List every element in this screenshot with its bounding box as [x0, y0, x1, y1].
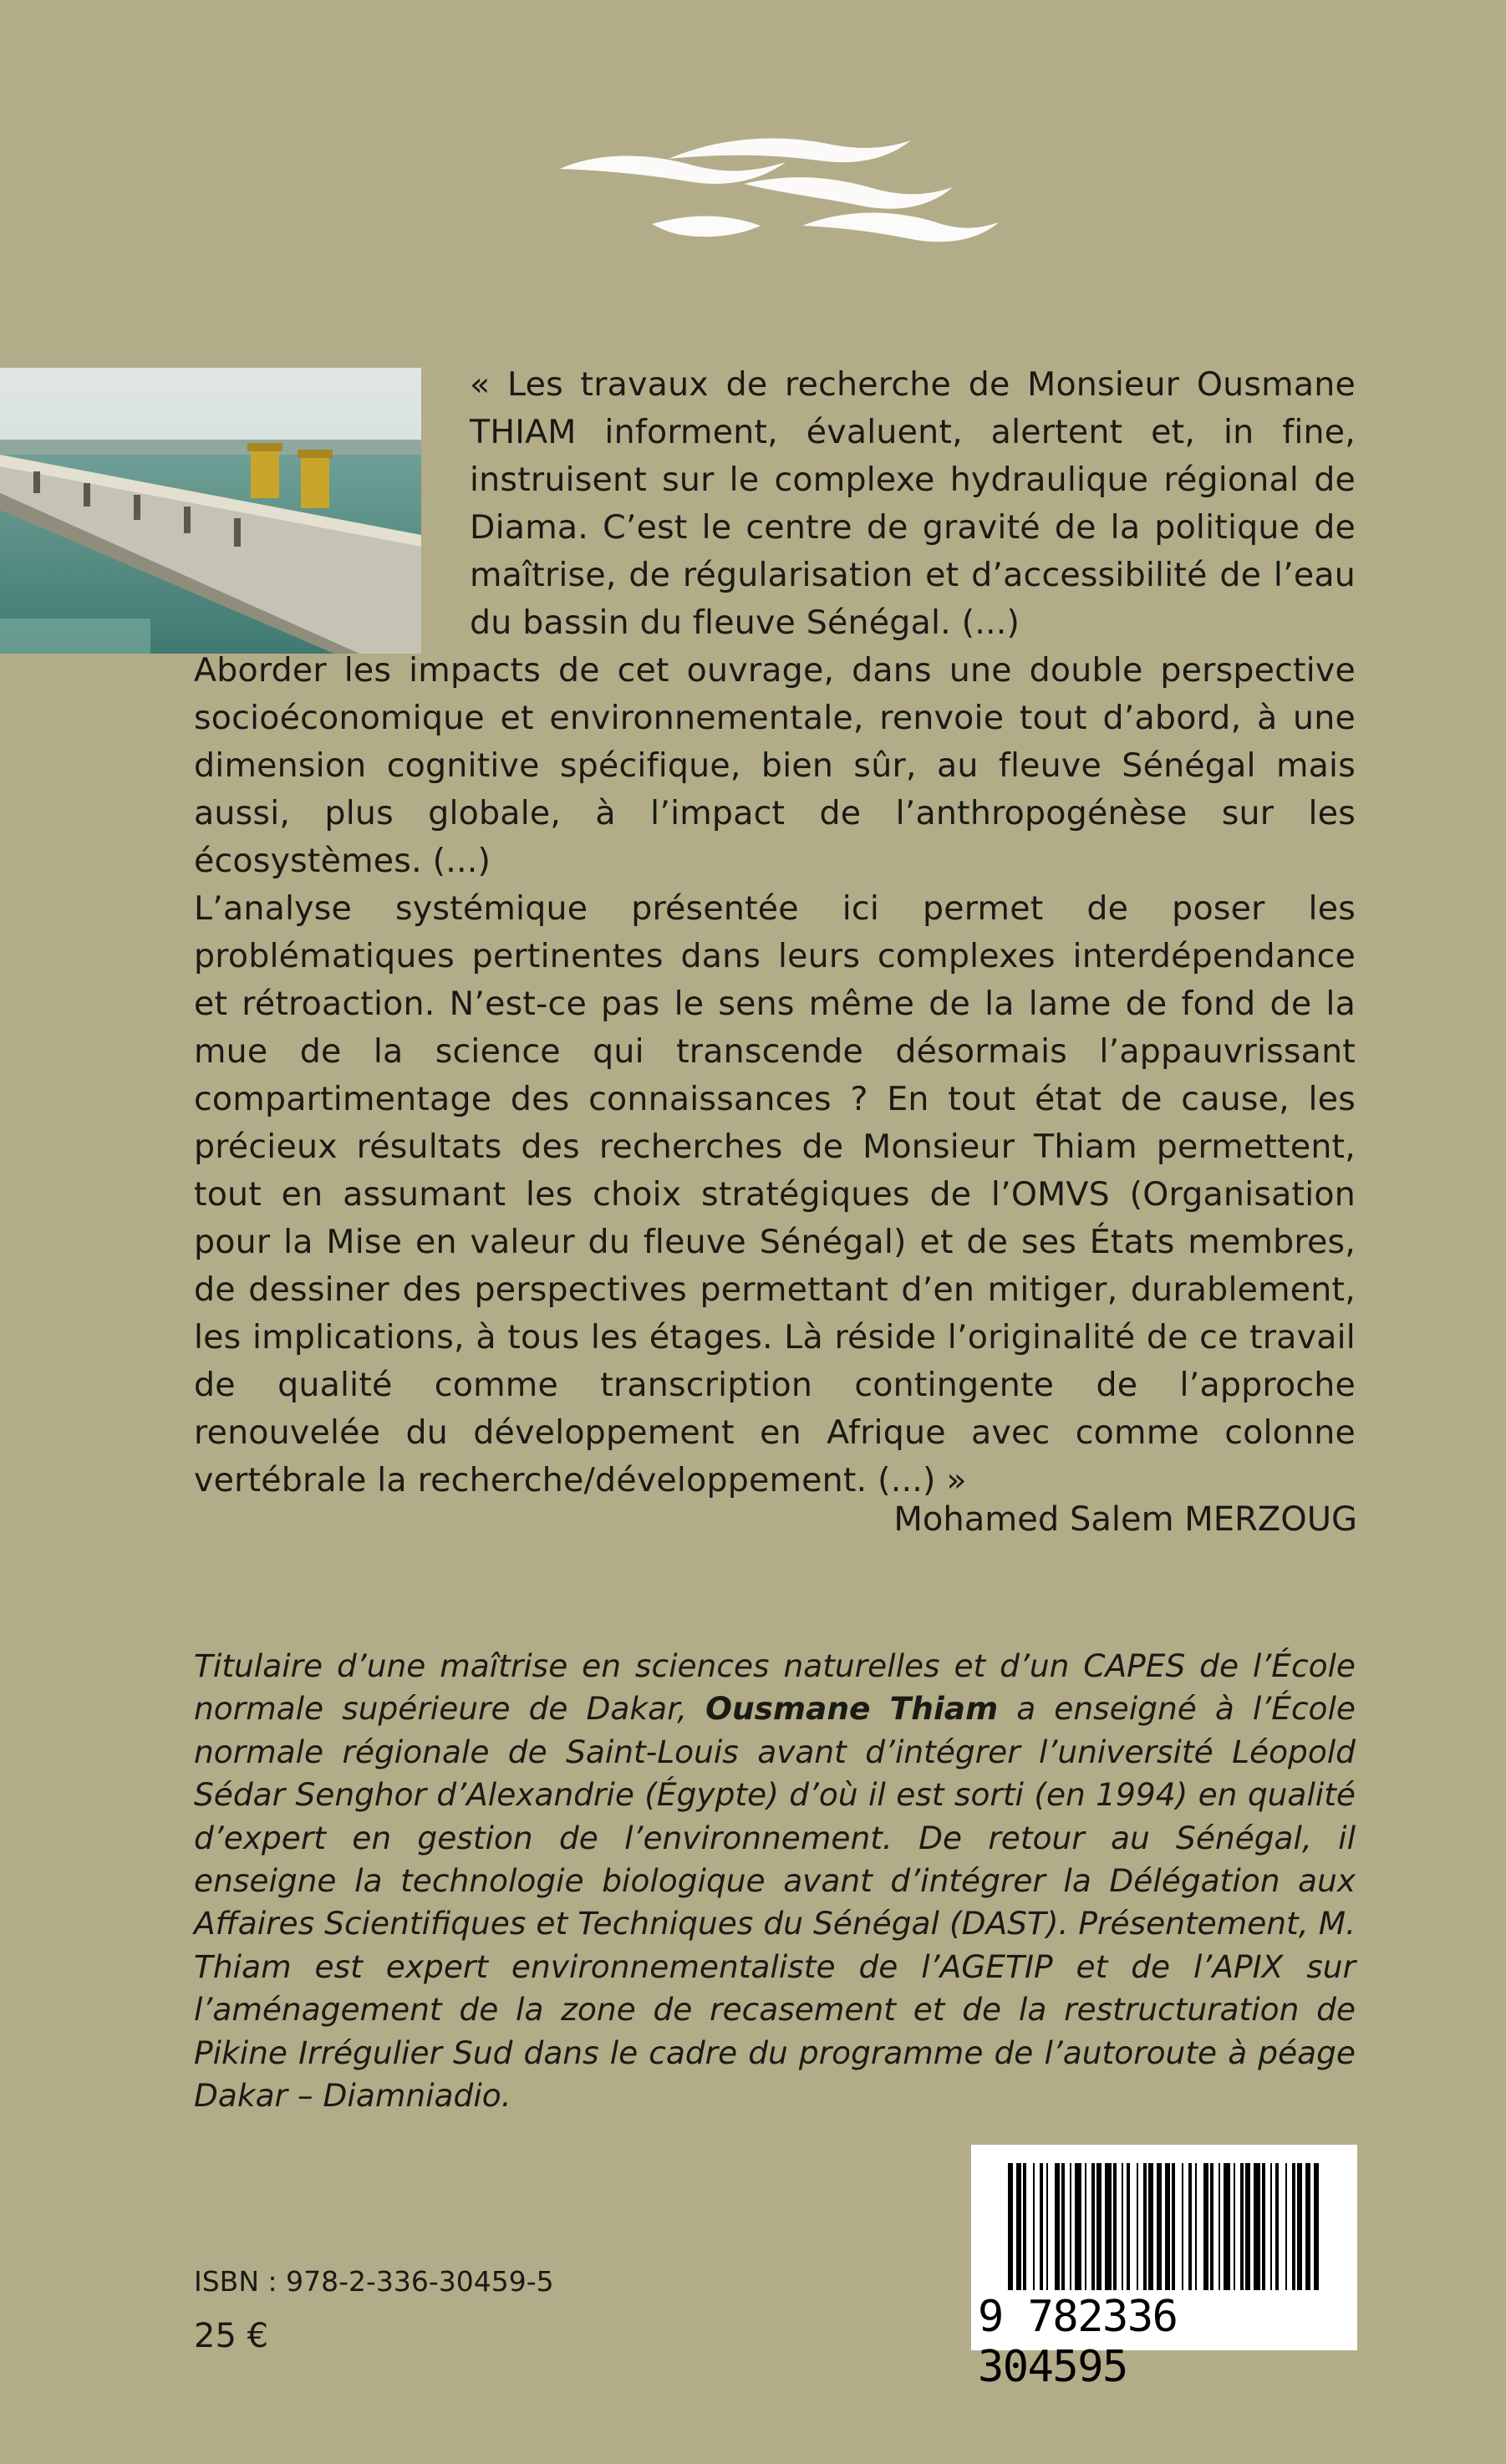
bio-text-before: Titulaire d’une maîtrise en sciences naturelles et d’un CAPES de l’École normale supérieure de Dakar, [194, 1647, 1356, 1728]
author-bio [194, 1645, 1356, 2117]
barcode-bar [1008, 2163, 1013, 2290]
barcode-bar [1182, 2163, 1183, 2290]
barcode-bar [1224, 2163, 1230, 2290]
barcode-bars-icon [1008, 2163, 1322, 2290]
price: 25 € [194, 2317, 269, 2355]
barcode-bar [1285, 2163, 1287, 2290]
barcode-bar [1046, 2163, 1048, 2290]
barcode-bar [1234, 2163, 1235, 2290]
barcode-bar [1143, 2163, 1147, 2290]
barcode-bar [1127, 2163, 1130, 2290]
bio-text-after: a enseigné à l’École normale régionale de Saint-Louis avant d’intégrer l’université Léopold Sédar Senghor d’Alexandrie (Égypte) d’où il est sorti (en 1994) en qualité d’expert en gestion de l’environnement. De retour au Sénégal, il enseigne la technologie biologique avant d’intégrer la Délégation aux Affaires Scientifiques et Techniques du Sénégal (DAST). Présentement, M. Thiam est expert environnementaliste de l’AGETIP et de l’APIX sur l’aménagement de la zone de recasement et de la restructuration de Pikine Irrégulier Sud dans le cadre du programme de l’autoroute à péage Dakar – Diamniadio. [194, 1690, 1356, 2115]
quote-paragraph-3: L’analyse systémique présentée ici permet de poser les problématiques pertinentes dans leurs complexes interdépendance et rétroaction. N’est-ce pas le sens même de la lame de fond de la mue de la science qui transcende désormais l’appauvrissant compartimentage des connaissances ? En tout état de cause, les précieux résultats des recherches de Monsieur Thiam permettent, tout en assumant les choix stratégiques de l’OMVS (Organisation pour la Mise en valeur du fleuve Sénégal) et de ses États membres, de dessiner des perspectives permettant d’en mitiger, durablement, les implications, à tous les étages. Là réside l’originalité de ce travail de qualité comme transcription contingente de l’approche renouvelée du développement en Afrique avec comme colonne vertébrale la recherche/développement. (...) » [194, 889, 1356, 1499]
birds-logo-icon [552, 125, 1003, 276]
quote-author: Mohamed Salem MERZOUG [893, 1500, 1357, 1539]
barcode-bar [1172, 2163, 1175, 2290]
barcode-bar [1262, 2163, 1265, 2290]
barcode-bar [1040, 2163, 1043, 2290]
isbn: ISBN : 978-2-336-30459-5 [194, 2265, 554, 2298]
quote-paragraph-2: Aborder les impacts de cet ouvrage, dans une double perspective socioéconomique et environnementale, renvoie tout d’abord, à une dimension cognitive spécifique, bien sûr, au fleuve Sénégal mais aussi, plus globale, à l’impact de l’anthropogénèse sur les écosystèmes. (...) [194, 651, 1356, 880]
barcode-bar [1270, 2163, 1272, 2290]
barcode-bar [1096, 2163, 1102, 2290]
barcode-bar [1292, 2163, 1295, 2290]
barcode-bar [1016, 2163, 1021, 2290]
barcode-bar [1314, 2163, 1319, 2290]
barcode-bar [1075, 2163, 1081, 2290]
barcode-bar [1148, 2163, 1153, 2290]
barcode-bar [1203, 2163, 1208, 2290]
quote-text [194, 361, 1356, 1504]
barcode-bar [1188, 2163, 1192, 2290]
barcode-bar [1305, 2163, 1310, 2290]
barcode [971, 2145, 1357, 2392]
barcode-digits: 9 782336 304595 [978, 2292, 1178, 2392]
barcode-bar [1055, 2163, 1060, 2290]
barcode-bar [1070, 2163, 1071, 2290]
barcode-bar [1122, 2163, 1123, 2290]
barcode-bar [1033, 2163, 1035, 2290]
bio-author-name: Ousmane Thiam [705, 1690, 999, 1728]
barcode-bar [1137, 2163, 1138, 2290]
barcode-bar [1023, 2163, 1026, 2290]
barcode-bar [1219, 2163, 1220, 2290]
barcode-bar [1195, 2163, 1197, 2290]
barcode-bar [1157, 2163, 1162, 2290]
barcode-bar [1297, 2163, 1302, 2290]
barcode-bar [1245, 2163, 1250, 2290]
barcode-bar [1061, 2163, 1065, 2290]
barcode-bar [1091, 2163, 1095, 2290]
barcode-bar [1254, 2163, 1260, 2290]
barcode-bar [1275, 2163, 1279, 2290]
barcode-bar [1210, 2163, 1213, 2290]
barcode-bar [1105, 2163, 1112, 2290]
barcode-bar [1240, 2163, 1244, 2290]
quote-paragraph-1: « Les travaux de recherche de Monsieur Ousmane THIAM informent, évaluent, alertent et, in fine, instruisent sur le complexe hydraulique régional de Diama. C’est le centre de gravité de la politique de maîtrise, de régularisation et d’accessibilité de l’eau du bassin du fleuve Sénégal. (...) [470, 365, 1356, 642]
barcode-bar [1113, 2163, 1117, 2290]
photo-spacer [194, 361, 470, 647]
barcode-bar [1165, 2163, 1170, 2290]
barcode-bar [1085, 2163, 1086, 2290]
